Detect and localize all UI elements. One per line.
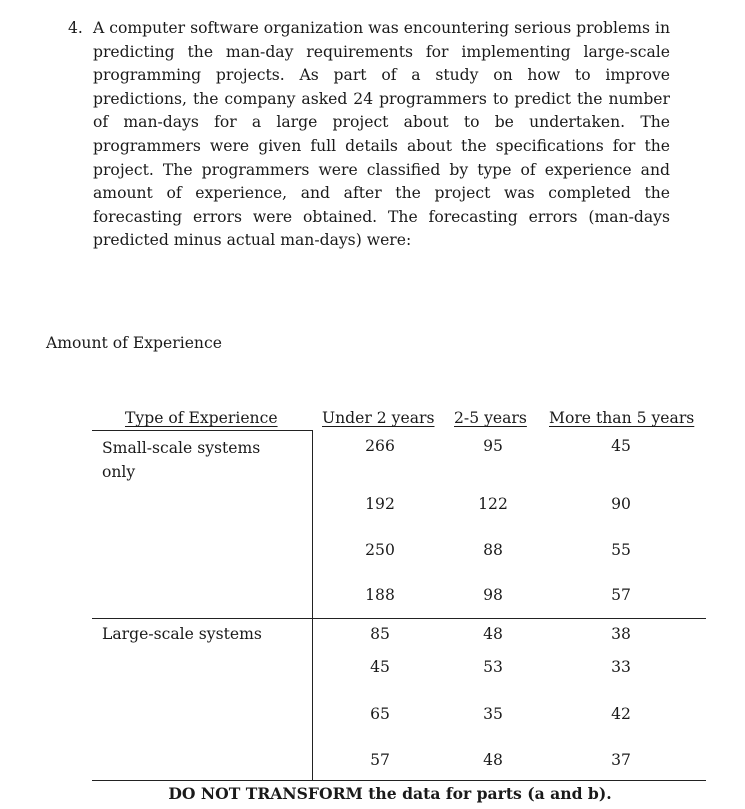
table-cell: 33 [611, 658, 631, 676]
table-cell: 122 [478, 495, 508, 513]
footer-instruction: DO NOT TRANSFORM the data for parts (a and b). [168, 784, 612, 803]
table-cell: 192 [365, 495, 395, 513]
header-rule [92, 430, 313, 431]
table-cell: 48 [483, 751, 503, 769]
table-cell: 37 [611, 751, 631, 769]
header-type-of-experience: Type of Experience [125, 409, 278, 427]
table-cell: 250 [365, 541, 395, 559]
table-cell: 45 [370, 658, 390, 676]
problem-statement [68, 17, 670, 253]
table-bottom-rule [92, 780, 706, 781]
table-cell: 45 [611, 437, 631, 455]
header-2-5-years: 2-5 years [454, 409, 527, 427]
table-cell: 85 [370, 625, 390, 643]
amount-of-experience-label: Amount of Experience [46, 334, 222, 352]
table-cell: 95 [483, 437, 503, 455]
table-cell: 57 [370, 751, 390, 769]
table-cell: 38 [611, 625, 631, 643]
table-cell: 188 [365, 586, 395, 604]
table-cell: 88 [483, 541, 503, 559]
table-cell: 266 [365, 437, 395, 455]
column-divider [312, 430, 313, 781]
header-under-2-years: Under 2 years [322, 409, 435, 427]
group-label-small-scale: Small-scale systems only [102, 439, 261, 481]
table-cell: 90 [611, 495, 631, 513]
table-cell: 98 [483, 586, 503, 604]
problem-number: 4. [68, 19, 83, 37]
header-more-than-5-years: More than 5 years [549, 409, 695, 427]
table-cell: 57 [611, 586, 631, 604]
problem-text: A computer software organization was encountering serious problems in predicting the man-day requirements for implementing large-scale programming projects. As part of a study on how to improve predictions, the company asked 24 programmers to predict the number of man-days for a large project about to be undertaken. The programmers were given full details about the specifications for the project. The programmers were classified by type of experience and amount of experience, and after the project was completed the forecasting errors were obtained. The forecasting errors (man-days predicted minus actual man-days) were: [93, 19, 670, 250]
group-separator [92, 618, 706, 619]
table-cell: 42 [611, 705, 631, 723]
table-cell: 35 [483, 705, 503, 723]
table-cell: 53 [483, 658, 503, 676]
table-cell: 48 [483, 625, 503, 643]
table-cell: 55 [611, 541, 631, 559]
group-label-large-scale: Large-scale systems [102, 625, 262, 643]
table-cell: 65 [370, 705, 390, 723]
